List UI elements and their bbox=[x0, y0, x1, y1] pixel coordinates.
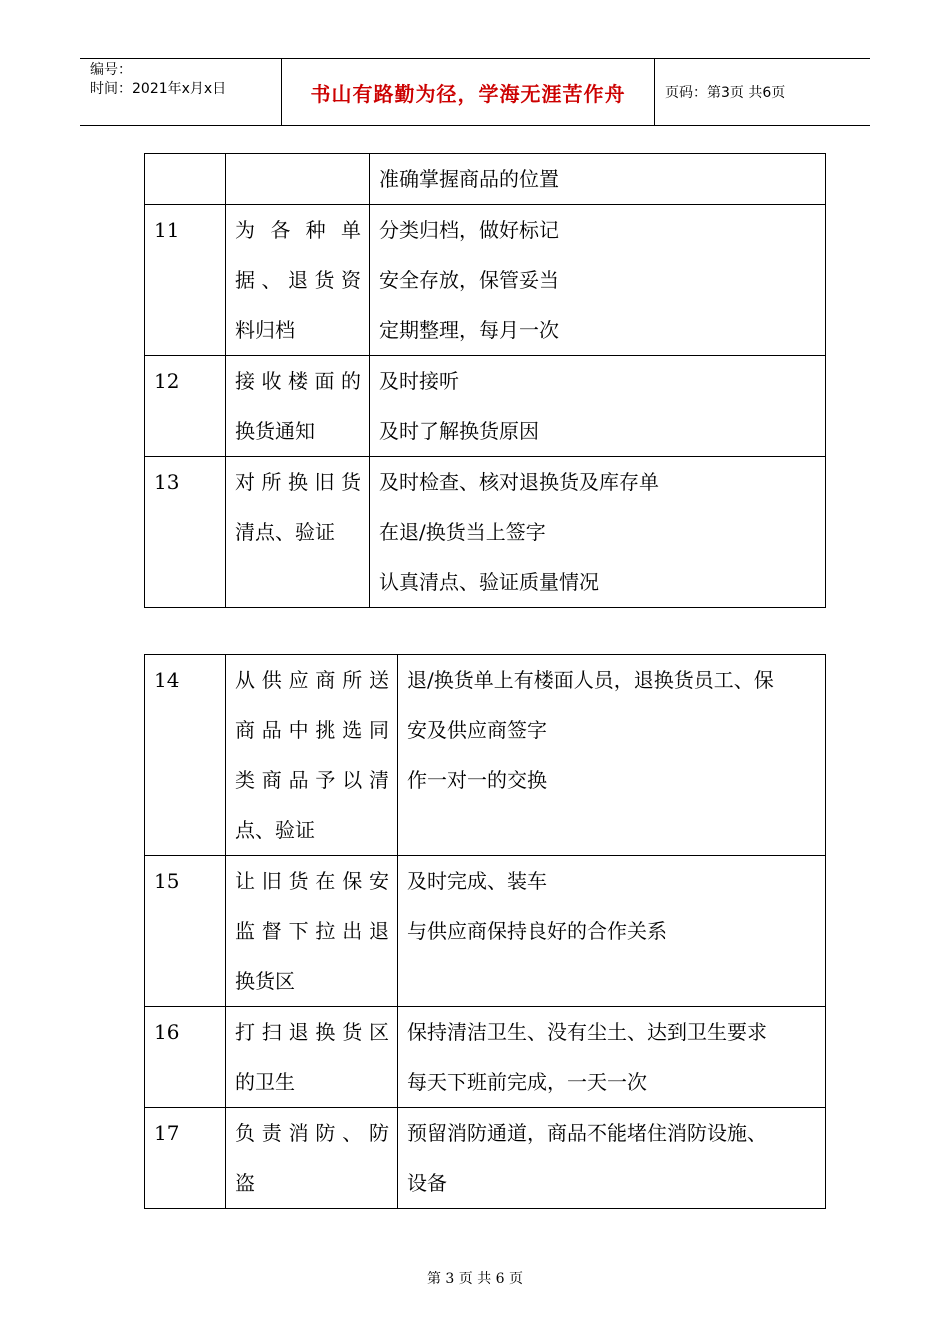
task-line: 对所换旧货 bbox=[235, 470, 361, 494]
standard-line: 分类归档，做好标记 bbox=[379, 218, 559, 242]
standard-cell bbox=[398, 1108, 826, 1209]
task-line: 换货通知 bbox=[235, 419, 315, 443]
row-number: 14 bbox=[145, 655, 226, 856]
task-line: 料归档 bbox=[235, 318, 295, 342]
standard-line: 预留消防通道，商品不能堵住消防设施、 bbox=[407, 1121, 767, 1145]
header-page-label: 页码：第3页 共6页 bbox=[665, 85, 786, 101]
duty-table-1 bbox=[144, 153, 826, 608]
task-cell bbox=[226, 457, 370, 608]
task-line: 的卫生 bbox=[235, 1070, 295, 1094]
standard-line: 与供应商保持良好的合作关系 bbox=[407, 919, 667, 943]
table-row bbox=[145, 457, 826, 608]
page-footer: 第 3 页 共 6 页 bbox=[426, 1271, 524, 1287]
task-cell bbox=[226, 356, 370, 457]
row-number: 13 bbox=[145, 457, 226, 608]
standard-cell bbox=[370, 154, 826, 205]
standard-cell bbox=[398, 1007, 826, 1108]
task-cell bbox=[226, 655, 398, 856]
task-line: 打扫退换货区 bbox=[235, 1020, 389, 1044]
table-row bbox=[145, 856, 826, 1007]
task-line: 接收楼面的 bbox=[235, 369, 361, 393]
table-row bbox=[145, 1108, 826, 1209]
header-time-label: 时间：2021年x月x日 bbox=[90, 81, 227, 97]
task-cell bbox=[226, 154, 370, 205]
table-row bbox=[145, 655, 826, 856]
standard-cell bbox=[398, 655, 826, 856]
task-line: 商品中挑选同 bbox=[235, 718, 389, 742]
task-cell bbox=[226, 1007, 398, 1108]
task-line: 负责消防、防 bbox=[235, 1121, 389, 1145]
duty-table-2 bbox=[144, 654, 826, 1209]
header-code-label: 编号： bbox=[90, 62, 132, 78]
task-line: 点、验证 bbox=[235, 818, 315, 842]
table-row bbox=[145, 1007, 826, 1108]
task-line: 换货区 bbox=[235, 969, 295, 993]
task-cell bbox=[226, 205, 370, 356]
header-bottom-rule bbox=[80, 125, 870, 126]
standard-line: 设备 bbox=[407, 1171, 447, 1195]
standard-line: 及时检查、核对退换货及库存单 bbox=[379, 470, 659, 494]
task-cell bbox=[226, 1108, 398, 1209]
standard-line: 安全存放，保管妥当 bbox=[379, 268, 559, 292]
standard-line: 退/换货单上有楼面人员，退换货员工、保 bbox=[407, 668, 774, 692]
task-line: 据、退货资 bbox=[235, 268, 361, 292]
standard-line: 安及供应商签字 bbox=[407, 718, 547, 742]
standard-line: 准确掌握商品的位置 bbox=[379, 167, 559, 191]
standard-line: 及时接听 bbox=[379, 369, 459, 393]
task-line: 监督下拉出退 bbox=[235, 919, 389, 943]
row-number: 16 bbox=[145, 1007, 226, 1108]
standard-line: 认真清点、验证质量情况 bbox=[379, 570, 599, 594]
table-row bbox=[145, 205, 826, 356]
row-number: 15 bbox=[145, 856, 226, 1007]
standard-line: 作一对一的交换 bbox=[407, 768, 547, 792]
standard-cell bbox=[370, 356, 826, 457]
standard-cell bbox=[370, 457, 826, 608]
task-line: 清点、验证 bbox=[235, 520, 335, 544]
standard-line: 定期整理，每月一次 bbox=[379, 318, 559, 342]
task-line: 类商品予以清 bbox=[235, 768, 389, 792]
standard-line: 在退/换货当上签字 bbox=[379, 520, 546, 544]
row-number bbox=[145, 154, 226, 205]
header-divider-right bbox=[654, 58, 655, 126]
task-line: 为各种单 bbox=[235, 218, 361, 242]
standard-cell bbox=[398, 856, 826, 1007]
standard-line: 及时完成、装车 bbox=[407, 869, 547, 893]
standard-line: 及时了解换货原因 bbox=[379, 419, 539, 443]
task-line: 盗 bbox=[235, 1171, 255, 1195]
standard-cell bbox=[370, 205, 826, 356]
standard-line: 每天下班前完成，一天一次 bbox=[407, 1070, 647, 1094]
header-top-rule bbox=[80, 58, 870, 59]
standard-line: 保持清洁卫生、没有尘土、达到卫生要求 bbox=[407, 1020, 767, 1044]
header-motto: 书山有路勤为径，学海无涯苦作舟 bbox=[310, 82, 626, 106]
row-number: 17 bbox=[145, 1108, 226, 1209]
table-row bbox=[145, 356, 826, 457]
row-number: 11 bbox=[145, 205, 226, 356]
task-line: 从供应商所送 bbox=[235, 668, 389, 692]
row-number: 12 bbox=[145, 356, 226, 457]
task-cell bbox=[226, 856, 398, 1007]
table-row bbox=[145, 154, 826, 205]
task-line: 让旧货在保安 bbox=[235, 869, 389, 893]
